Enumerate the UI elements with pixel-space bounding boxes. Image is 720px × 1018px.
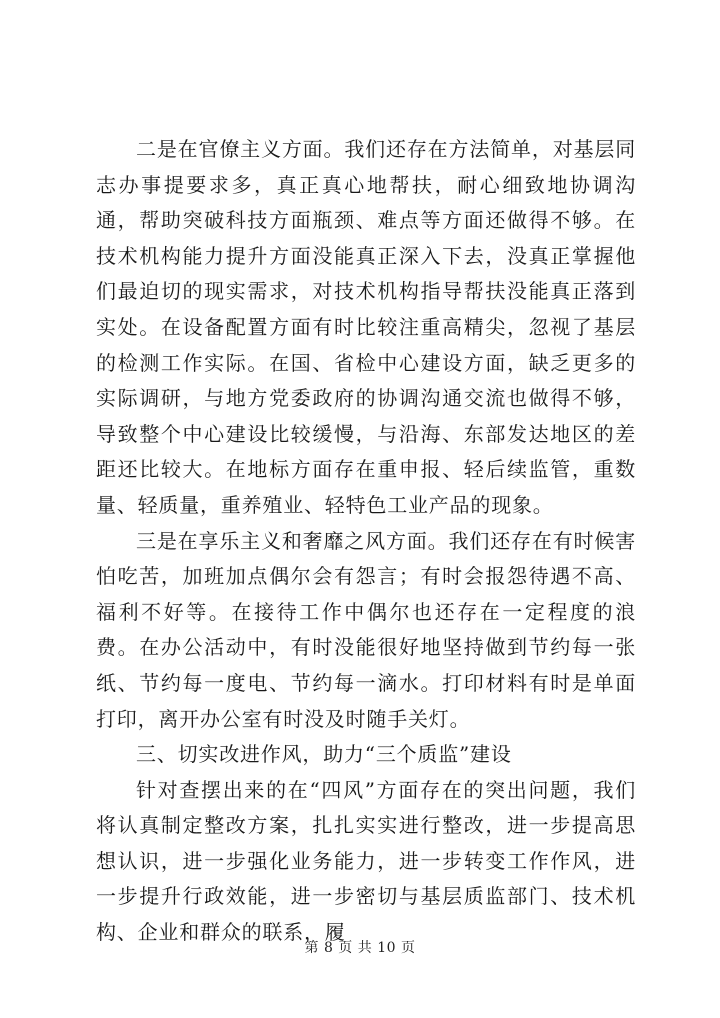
paragraph-hedonism: 三是在享乐主义和奢靡之风方面。我们还存在有时候害怕吃苦，加班加点偶尔会有怨言；有时会报怨待遇不高、福利不好等。在接待工作中偶尔也还存在一定程度的浪费。在办公活动中，有时没能很好地坚持做到节约每一张纸、节约每一度电、节约每一滴水。打印材料有时是单面打印，离开办公室有时没及时随手关灯。 — [96, 528, 636, 731]
paragraph-bureaucratism: 二是在官僚主义方面。我们还存在方法简单，对基层同志办事提要求多，真正真心地帮扶，耐心细致地协调沟通，帮助突破科技方面瓶颈、难点等方面还做得不够。在技术机构能力提升方面没能真正深入下去，没真正掌握他们最迫切的现实需求，对技术机构指导帮扶没能真正落到实处。在设备配置方面有时比较注重高精尖，忽视了基层的检测工作实际。在国、省检中心建设方面，缺乏更多的实际调研，与地方党委政府的协调沟通交流也做得不够，导致整个中心建设比较缓慢，与沿海、东部发达地区的差距还比较大。在地标方面存在重申报、轻后续监管，重数量、轻质量，重养殖业、轻特色工业产品的现象。 — [96, 137, 636, 517]
section-heading: 三、切实改进作风，助力“三个质监”建设 — [136, 742, 512, 767]
page-number-footer: 第 8 页 共 10 页 — [304, 940, 416, 956]
paragraph-rectification: 针对查摆出来的在“四风”方面存在的突出问题，我们将认真制定整改方案，扎扎实实进行整改，进一步提高思想认识，进一步强化业务能力，进一步转变工作作风，进一步提升行政效能，进一步密切与基层质监部门、技术机构、企业和群众的联系，履 — [96, 777, 636, 945]
body-text — [96, 132, 636, 951]
